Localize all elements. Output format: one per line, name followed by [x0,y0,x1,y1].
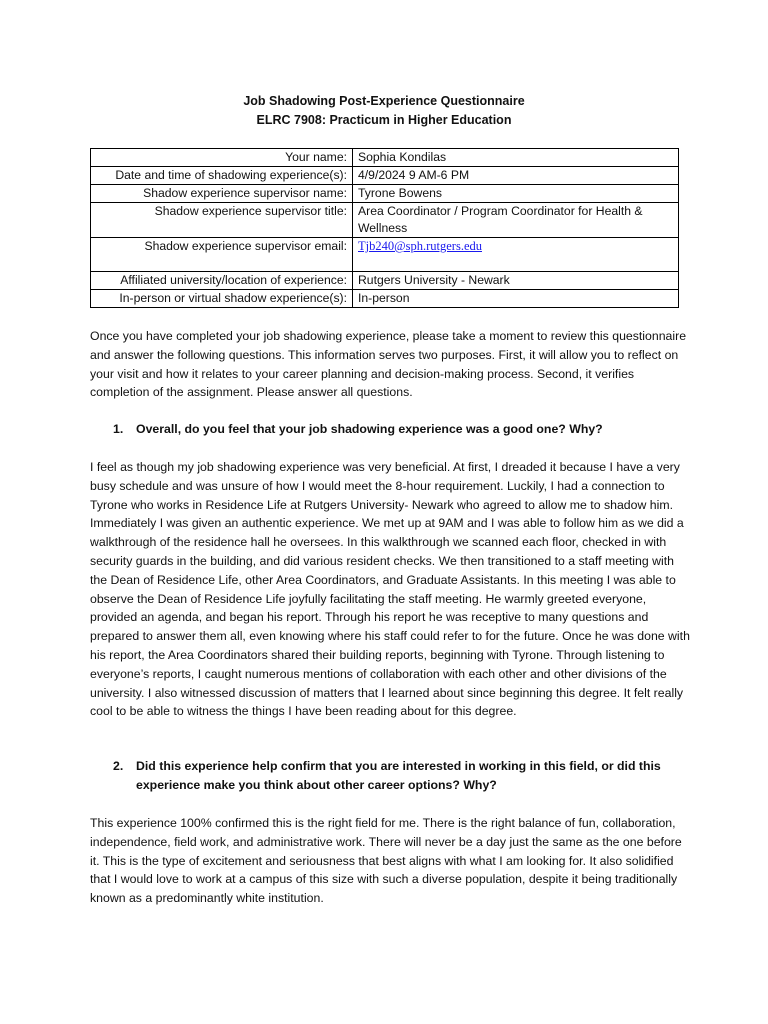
answer-1: I feel as though my job shadowing experience was very beneficial. At first, I dreaded it because I have a very busy schedule and was unsure of how I would meet the 8-hour requirement. Luckily, I had a connection to Tyrone who works in Residence Life at Rutgers University- Newark who agreed to allow me to shadow him. Immediately I was given an authentic experience. We met up at 9AM and I was able to follow him as we did a walkthrough of the residence hall he oversees. In this walkthrough we scanned each floor, checked in with security guards in the building, and did various resident checks. We then transitioned to a staff meeting with the Dean of Residence Life, other Area Coordinators, and Graduate Assistants. In this meeting I was able to observe the Dean of Residence Life joyfully facilitating the staff meeting. He warmly greeted everyone, provided an agenda, and began his report. Through his report he was receptive to many questions and prepared to answer them all, even knowing where his staff could refer to for the future. Once he was done with his report, the Area Coordinators shared their building reports, beginning with Tyrone. Through listening to everyone’s reports, I caught numerous mentions of collaboration with each other and other divisions of the university. I also witnessed discussion of matters that I learned about since beginning this degree. It felt really cool to be able to witness the things I have been reading about for this degree. [90,460,690,719]
row-label: Your name: [91,149,353,167]
table-row [91,272,679,290]
row-label: Date and time of shadowing experience(s): [91,167,353,185]
question-1 [113,420,673,439]
table-row [91,167,679,185]
row-value: Sophia Kondilas [353,149,679,167]
course-title: ELRC 7908: Practicum in Higher Education [256,113,512,127]
table-row [91,238,679,272]
table-row [91,203,679,238]
question-text: Did this experience help confirm that you are interested in working in this field, or did this experience make you think about other career options? Why? [136,759,661,792]
row-value: Area Coordinator / Program Coordinator for Health & Wellness [353,203,679,238]
row-value: Tyrone Bowens [353,185,679,203]
info-table [90,148,679,308]
question-text: Overall, do you feel that your job shadowing experience was a good one? Why? [136,422,603,436]
row-label: Shadow experience supervisor email: [91,238,353,272]
table-row [91,290,679,308]
row-label: Shadow experience supervisor title: [91,203,353,238]
row-value-cell [353,238,679,272]
row-value: Rutgers University - Newark [353,272,679,290]
answer-2: This experience 100% confirmed this is the right field for me. There is the right balance of fun, collaboration, independence, field work, and administrative work. There will never be a day just the same as the one before it. This is the type of excitement and seriousness that best aligns with what I am looking for. It also solidified that I would love to work at a campus of this size with such a diverse population, despite it being traditionally known as a predominantly white institution. [90,816,682,906]
question-number: 2. [113,759,124,773]
question-2 [113,757,673,795]
row-label: In-person or virtual shadow experience(s): [91,290,353,308]
table-row [91,185,679,203]
row-value: In-person [353,290,679,308]
row-label: Shadow experience supervisor name: [91,185,353,203]
document-title: Job Shadowing Post-Experience Questionnaire [243,94,525,108]
question-number: 1. [113,422,124,436]
row-value: 4/9/2024 9 AM-6 PM [353,167,679,185]
supervisor-email-link[interactable]: Tjb240@sph.rutgers.edu [358,239,482,253]
row-label: Affiliated university/location of experience: [91,272,353,290]
intro-paragraph: Once you have completed your job shadowing experience, please take a moment to review this questionnaire and answer the following questions. This information serves two purposes. First, it will allow you to reflect on your visit and how it relates to your career planning and decision-making process. Second, it verifies completion of the assignment. Please answer all questions. [90,329,687,400]
table-row [91,149,679,167]
